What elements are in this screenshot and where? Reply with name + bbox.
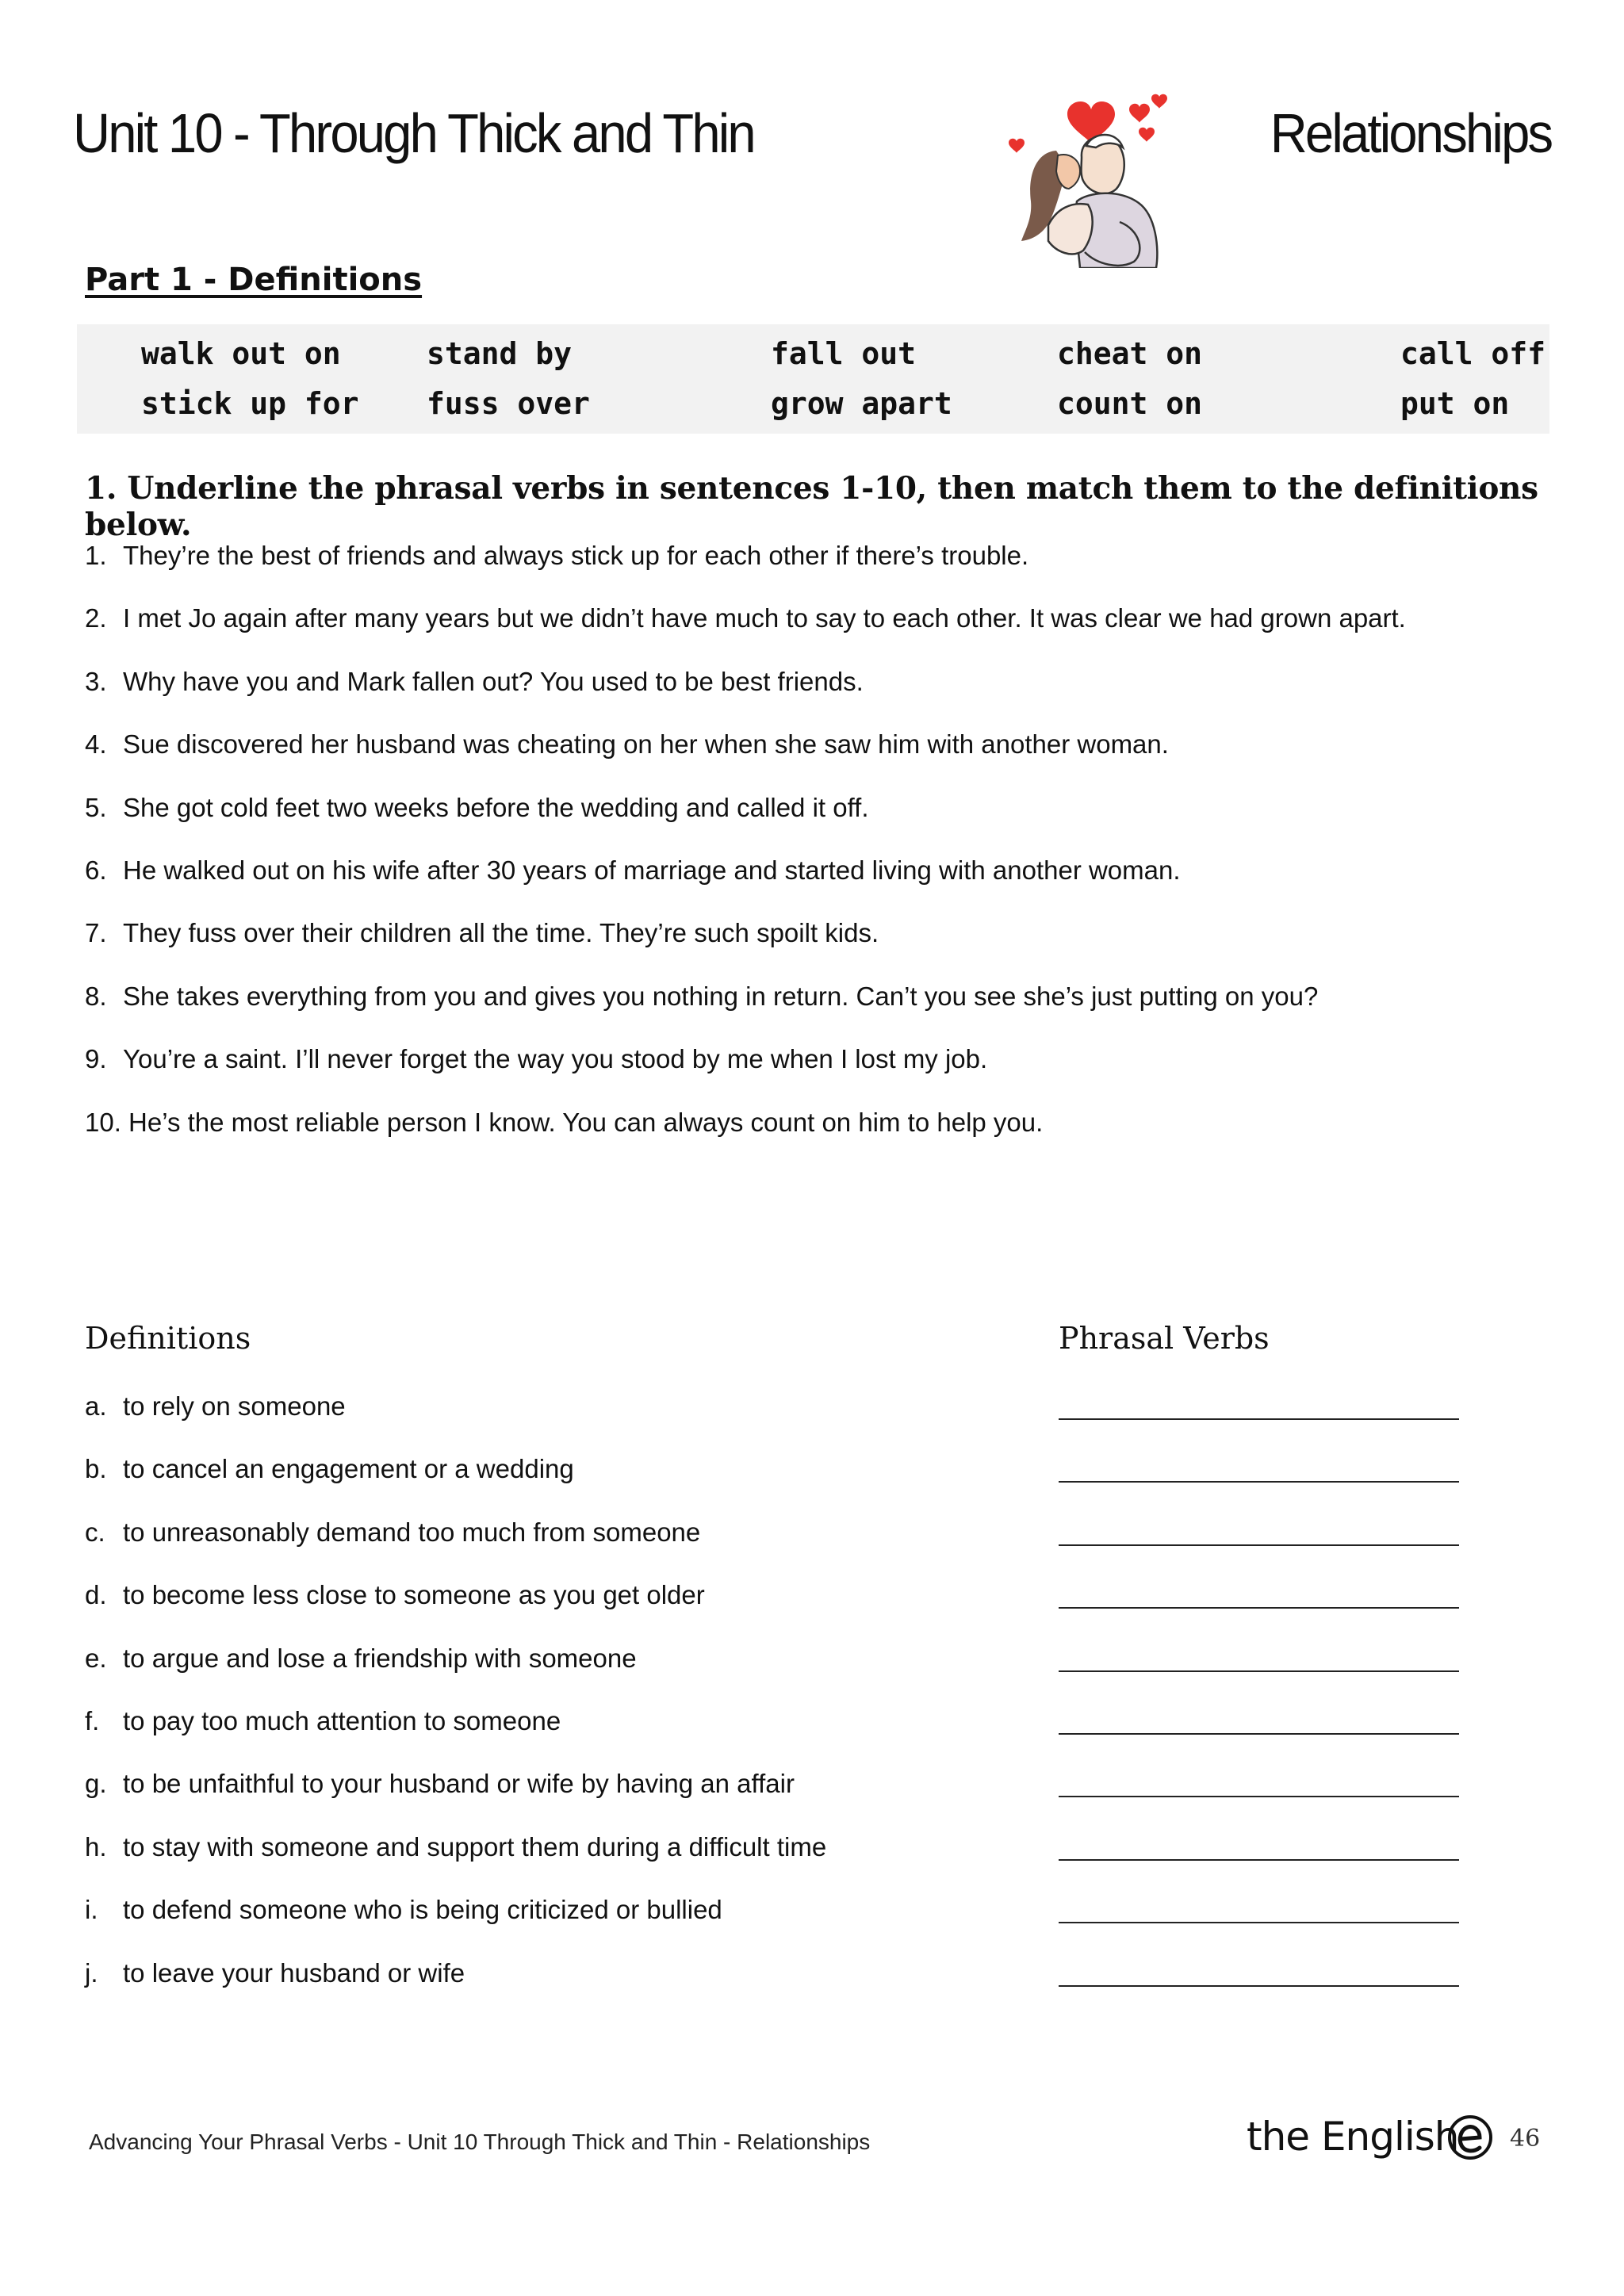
sentence-list bbox=[85, 541, 1576, 1170]
definition-item bbox=[85, 1958, 1552, 2021]
sentence-number: 7. bbox=[85, 918, 107, 948]
definition-item bbox=[85, 1391, 1552, 1454]
definition-text: to be unfaithful to your husband or wife by having an affair bbox=[123, 1769, 795, 1799]
definition-item bbox=[85, 1644, 1552, 1706]
sentence-item bbox=[85, 918, 1576, 981]
definition-letter: i. bbox=[85, 1895, 98, 1925]
definitions-heading: Definitions bbox=[85, 1321, 251, 1356]
definition-item bbox=[85, 1832, 1552, 1895]
definition-item bbox=[85, 1706, 1552, 1769]
brand-name: the English bbox=[1247, 2114, 1459, 2160]
page-number: 46 bbox=[1510, 2125, 1541, 2152]
word-box-item: stick up for bbox=[141, 386, 359, 421]
e-circle-logo-icon bbox=[1446, 2114, 1494, 2161]
sentence-item bbox=[85, 729, 1576, 792]
answer-line[interactable] bbox=[1059, 1670, 1459, 1672]
sentence-number: 9. bbox=[85, 1044, 107, 1074]
answer-line[interactable] bbox=[1059, 1922, 1459, 1923]
sentence-text: She got cold feet two weeks before the wedding and called it off. bbox=[123, 792, 869, 822]
kissing-couple-with-hearts-icon bbox=[1001, 82, 1177, 268]
definition-item bbox=[85, 1895, 1552, 1957]
definition-text: to become less close to someone as you get older bbox=[123, 1580, 705, 1610]
definition-letter: c. bbox=[85, 1517, 105, 1547]
sentence-item bbox=[85, 603, 1576, 666]
sentence-item bbox=[85, 793, 1576, 855]
word-box-item: fall out bbox=[771, 336, 917, 371]
sentence-text: She takes everything from you and gives you nothing in return. Can’t you see she’s just putting on you? bbox=[123, 981, 1319, 1011]
definition-text: to argue and lose a friendship with someone bbox=[123, 1643, 637, 1673]
sentence-text: I met Jo again after many years but we didn’t have much to say to each other. It was clear we had grown apart. bbox=[123, 603, 1406, 633]
definition-item bbox=[85, 1454, 1552, 1517]
definition-letter: b. bbox=[85, 1454, 107, 1484]
sentence-item bbox=[85, 982, 1576, 1044]
sentence-number: 8. bbox=[85, 981, 107, 1011]
sentence-number: 2. bbox=[85, 603, 107, 633]
sentence-item bbox=[85, 541, 1576, 603]
sentence-number: 3. bbox=[85, 666, 107, 696]
definition-item bbox=[85, 1517, 1552, 1580]
definition-letter: d. bbox=[85, 1580, 107, 1610]
phrasal-verb-word-box bbox=[77, 324, 1549, 434]
sentence-text: Sue discovered her husband was cheating on her when she saw him with another woman. bbox=[123, 729, 1169, 760]
sentence-number: 10. bbox=[85, 1107, 121, 1137]
answer-line[interactable] bbox=[1059, 1418, 1459, 1420]
sentence-text: You’re a saint. I’ll never forget the way you stood by me when I lost my job. bbox=[123, 1044, 988, 1074]
sentence-item bbox=[85, 667, 1576, 729]
definition-text: to pay too much attention to someone bbox=[123, 1705, 561, 1735]
task-instruction: 1. Underline the phrasal verbs in sentences 1-10, then match them to the definitions below. bbox=[85, 470, 1538, 543]
definition-letter: j. bbox=[85, 1957, 98, 1988]
sentence-item bbox=[85, 855, 1576, 918]
theme-title: Relationships bbox=[1270, 102, 1551, 164]
definition-text: to cancel an engagement or a wedding bbox=[123, 1454, 574, 1484]
definition-text: to stay with someone and support them during a difficult time bbox=[123, 1831, 827, 1862]
unit-title: Unit 10 - Through Thick and Thin bbox=[73, 102, 754, 164]
definition-letter: a. bbox=[85, 1391, 107, 1421]
definition-letter: e. bbox=[85, 1643, 107, 1673]
answer-line[interactable] bbox=[1059, 1733, 1459, 1735]
answer-line[interactable] bbox=[1059, 1985, 1459, 1987]
definition-text: to leave your husband or wife bbox=[123, 1957, 465, 1988]
word-box-item: walk out on bbox=[141, 336, 341, 371]
sentence-text: They fuss over their children all the time. They’re such spoilt kids. bbox=[123, 918, 879, 948]
definition-text: to rely on someone bbox=[123, 1391, 346, 1421]
definition-text: to unreasonably demand too much from someone bbox=[123, 1517, 701, 1547]
answer-line[interactable] bbox=[1059, 1544, 1459, 1546]
part-heading: Part 1 - Definitions bbox=[85, 262, 423, 298]
sentence-text: Why have you and Mark fallen out? You used to be best friends. bbox=[123, 666, 864, 696]
definition-list bbox=[85, 1391, 1552, 2021]
answer-line[interactable] bbox=[1059, 1859, 1459, 1861]
sentence-text: He walked out on his wife after 30 years of marriage and started living with another woman. bbox=[123, 855, 1181, 885]
sentence-number: 1. bbox=[85, 541, 107, 570]
word-box-item: fuss over bbox=[427, 386, 590, 421]
footer-text: Advancing Your Phrasal Verbs - Unit 10 Through Thick and Thin - Relationships bbox=[89, 2130, 871, 2154]
word-box-item: call off bbox=[1400, 336, 1546, 371]
phrasal-verbs-heading: Phrasal Verbs bbox=[1059, 1321, 1270, 1356]
sentence-text: He’s the most reliable person I know. You can always count on him to help you. bbox=[128, 1107, 1044, 1137]
word-box-item: grow apart bbox=[771, 386, 952, 421]
sentence-text: They’re the best of friends and always stick up for each other if there’s trouble. bbox=[123, 541, 1029, 570]
sentence-number: 4. bbox=[85, 729, 107, 760]
word-box-item: cheat on bbox=[1057, 336, 1203, 371]
word-box-item: count on bbox=[1057, 386, 1203, 421]
answer-line[interactable] bbox=[1059, 1796, 1459, 1797]
definition-item bbox=[85, 1769, 1552, 1831]
sentence-item bbox=[85, 1108, 1576, 1170]
answer-line[interactable] bbox=[1059, 1607, 1459, 1609]
definition-letter: g. bbox=[85, 1769, 107, 1799]
sentence-number: 6. bbox=[85, 855, 107, 885]
sentence-item bbox=[85, 1044, 1576, 1107]
definition-text: to defend someone who is being criticized or bullied bbox=[123, 1895, 722, 1925]
definition-letter: h. bbox=[85, 1831, 107, 1862]
answer-line[interactable] bbox=[1059, 1481, 1459, 1483]
sentence-number: 5. bbox=[85, 792, 107, 822]
word-box-item: stand by bbox=[427, 336, 573, 371]
definition-item bbox=[85, 1580, 1552, 1643]
word-box-item: put on bbox=[1400, 386, 1510, 421]
definition-letter: f. bbox=[85, 1705, 100, 1735]
